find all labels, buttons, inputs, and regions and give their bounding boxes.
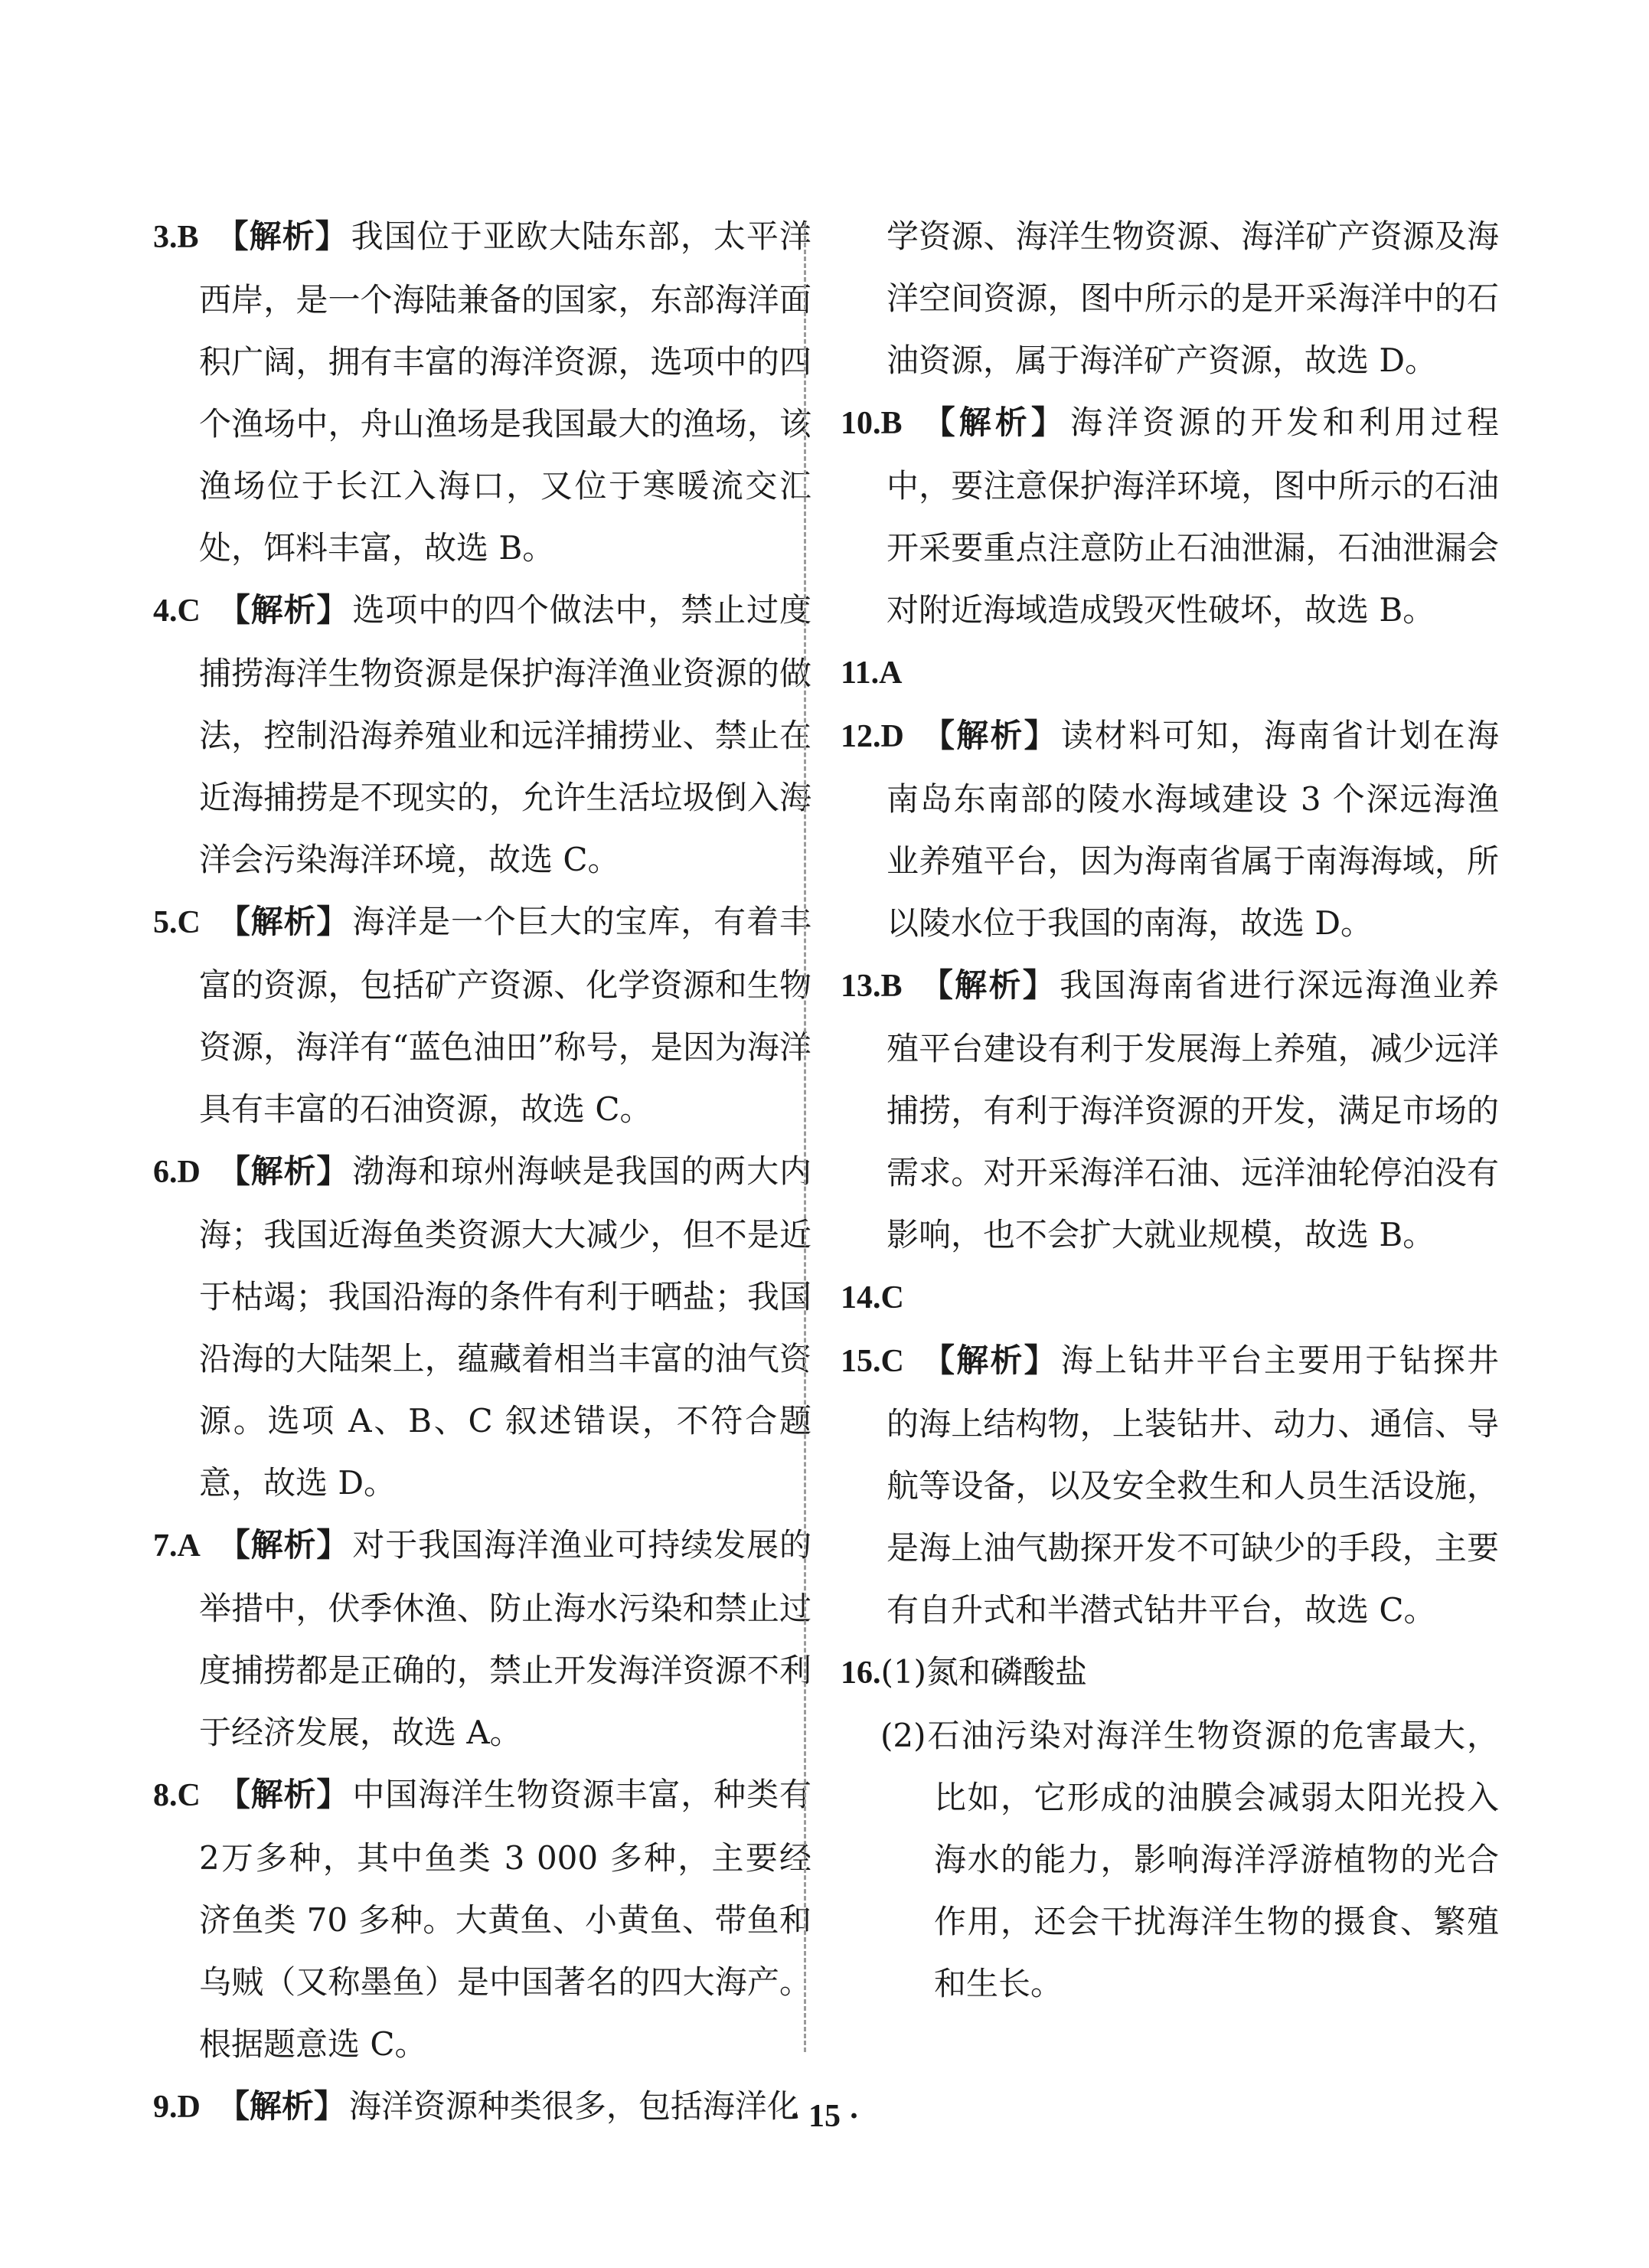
answer-item-15 — [841, 1329, 1499, 1641]
answer-text: 海洋资源的开发和利用过程中，要注意保护海洋环境，图中所示的石油开采要重点注意防止石油泄漏，石油泄漏会对附近海域造成毁灭性破坏，故选 B。 — [887, 404, 1499, 629]
answer-text: 我国海南省进行深远海渔业养殖平台建设有利于发展海上养殖，减少远洋捕捞，有利于海洋资源的开发，满足市场的需求。对开采海洋石油、远洋油轮停泊没有影响，也不会扩大就业规模，故选 B。 — [887, 966, 1499, 1253]
answer-item-5 — [153, 891, 811, 1140]
answer-text: 渤海和琼州海峡是我国的两大内海；我国近海鱼类资源大大减少，但不是近于枯竭；我国沿海的条件有利于晒盐；我国沿海的大陆架上，蕴藏着相当丰富的油气资源。选项 A、B、C 叙述错误，不符合题意，故选 D。 — [199, 1152, 811, 1502]
answer-item-7 — [153, 1514, 811, 1763]
answer-number: 13.B — [841, 969, 903, 1004]
answer-number: 9.D — [153, 2090, 201, 2125]
analysis-tag: 【解析】 — [920, 717, 1058, 754]
page-number: · 15 · — [789, 2099, 860, 2134]
answer-number: 8.C — [153, 1778, 201, 1813]
answer-text: 我国位于亚欧大陆东部，太平洋西岸，是一个海陆兼备的国家，东部海洋面积广阔，拥有丰富的海洋资源，选项中的四个渔场中，舟山渔场是我国最大的渔场，该渔场位于长江入海口，又位于寒暖流交汇处，饵料丰富，故选 B。 — [199, 217, 811, 567]
answer-text: 海洋是一个巨大的宝库，有着丰富的资源，包括矿产资源、化学资源和生物资源，海洋有“蓝色油田”称号，是因为海洋具有丰富的石油资源，故选 C。 — [199, 903, 811, 1128]
answer-number: 7.A — [153, 1528, 201, 1564]
answer-text: 中国海洋生物资源丰富，种类有2万多种，其中鱼类 3 000 多种，主要经济鱼类 70 多种。大黄鱼、小黄鱼、带鱼和乌贼（又称墨鱼）是中国著名的四大海产。根据题意选 C。 — [199, 1776, 811, 2063]
answer-item-6 — [153, 1140, 811, 1514]
answer-number: 15.C — [841, 1344, 904, 1379]
answer-number: 4.C — [153, 593, 201, 629]
answer-text: 读材料可知，海南省计划在海南岛东南部的陵水海域建设 3 个深远海渔业养殖平台，因为海南省属于南海海域，所以陵水位于我国的南海，故选 D。 — [887, 717, 1499, 942]
analysis-tag: 【解析】 — [215, 217, 348, 255]
analysis-tag: 【解析】 — [217, 591, 350, 629]
answer-item-4 — [153, 579, 811, 891]
answer-number: 11.A — [841, 655, 903, 691]
answer-item-11 — [841, 641, 1499, 704]
analysis-tag: 【解析】 — [919, 404, 1067, 441]
analysis-tag: 【解析】 — [217, 1776, 350, 1813]
answer-part-2: (2)石油污染对海洋生物资源的危害最大，比如，它形成的油膜会减弱太阳光投入海水的能力，影响海洋浮游植物的光合作用，还会干扰海洋生物的摄食、繁殖和生长。 — [880, 1717, 1499, 2002]
answer-item-3 — [153, 205, 811, 579]
analysis-tag: 【解析】 — [920, 1342, 1058, 1379]
answer-number: 5.C — [153, 905, 201, 940]
answer-number: 6.D — [153, 1155, 201, 1190]
answer-item-16-part-2 — [841, 1704, 1499, 2015]
answer-part-1: (1)氮和磷酸盐 — [880, 1653, 1087, 1691]
answer-item-14 — [841, 1266, 1499, 1329]
column-divider — [804, 222, 806, 2052]
answer-text: 海洋资源种类很多，包括海洋化 — [348, 2087, 799, 2125]
answer-text: 选项中的四个做法中，禁止过度捕捞海洋生物资源是保护海洋渔业资源的做法，控制沿海养殖业和远洋捕捞业、禁止在近海捕捞是不现实的，允许生活垃圾倒入海洋会污染海洋环境，故选 C。 — [199, 591, 811, 878]
right-column — [841, 205, 1499, 2015]
answer-number: 10.B — [841, 406, 903, 441]
analysis-tag: 【解析】 — [217, 903, 350, 940]
analysis-tag: 【解析】 — [217, 1526, 350, 1564]
analysis-tag: 【解析】 — [217, 2087, 346, 2125]
answer-item-9-continued — [841, 205, 1499, 391]
answer-item-10 — [841, 391, 1499, 641]
answer-item-8 — [153, 1763, 811, 2075]
analysis-tag: 【解析】 — [919, 966, 1057, 1004]
answer-text: 学资源、海洋生物资源、海洋矿产资源及海洋空间资源，图中所示的是开采海洋中的石油资源，属于海洋矿产资源，故选 D。 — [887, 217, 1499, 379]
left-column — [153, 205, 811, 2139]
analysis-tag: 【解析】 — [217, 1152, 350, 1190]
answer-text: 对于我国海洋渔业可持续发展的举措中，伏季休渔、防止海水污染和禁止过度捕捞都是正确的，禁止开发海洋资源不利于经济发展，故选 A。 — [199, 1526, 811, 1751]
answer-number: 14.C — [841, 1280, 904, 1315]
answer-text: 海上钻井平台主要用于钻探井的海上结构物，上装钻井、动力、通信、导航等设备，以及安全救生和人员生活设施，是海上油气勘探开发不可缺少的手段，主要有自升式和半潜式钻井平台，故选 C。 — [887, 1342, 1499, 1629]
answer-item-13 — [841, 954, 1499, 1266]
answer-item-16 — [841, 1641, 1499, 1704]
answer-item-12 — [841, 704, 1499, 954]
answer-number: 12.D — [841, 719, 904, 754]
answer-number: 3.B — [153, 220, 199, 255]
answer-number: 16. — [841, 1655, 881, 1691]
